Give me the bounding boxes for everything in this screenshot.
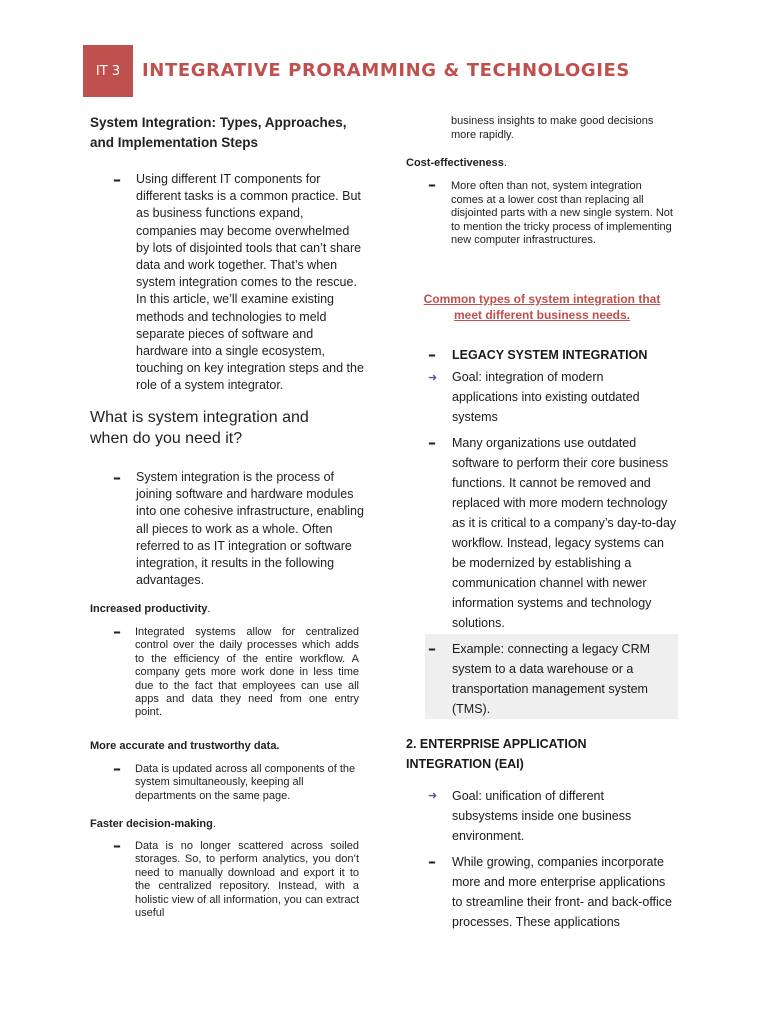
cost-effectiveness-paragraph: More often than not, system integration comes at a lower cost than replacing all disjointed parts with a new single system. Not to mention the tricky process of implementing new computer infrastructures. xyxy=(451,180,673,247)
productivity-paragraph: Integrated systems allow for centralized control over the daily processes which adds to the efficiency of the entire workflow. A company gets more work done in less time due to the fact that employees can use all apps and data they need from one entry point. xyxy=(135,626,359,719)
dash-bullet-icon: – xyxy=(428,175,436,194)
legacy-example: Example: connecting a legacy CRM system to a data warehouse or a transportation management system (TMS). xyxy=(452,642,651,716)
dash-bullet-icon: – xyxy=(428,639,436,658)
intro-paragraph: Using different IT components for different tasks is a common practice. But as business functions expand, companies may become overwhelmed by lots of disjointed tools that can’t share data and work together. That’s when system integration comes to the rescue. In this article, we’ll examine existing methods and technologies to meld separate pieces of software and hardware into a single ecosystem, touching on key integration steps and the role of a system integrator. xyxy=(136,172,364,393)
cost-effectiveness-heading: Cost-effectiveness. xyxy=(406,157,507,169)
dash-bullet-icon: – xyxy=(428,852,436,871)
dash-bullet-icon: – xyxy=(113,759,121,778)
decision-making-heading: Faster decision-making. xyxy=(90,818,216,830)
document-title: INTEGRATIVE PRORAMMING & TECHNOLOGIES xyxy=(142,60,630,81)
arrow-bullet-icon: ➜ xyxy=(428,790,438,802)
section-question: What is system integration and when do you need it? xyxy=(90,409,309,447)
course-badge: IT 3 xyxy=(83,45,133,97)
eai-paragraph: While growing, companies incorporate more and more enterprise applications to streamline their front- and back-office processes. These applications xyxy=(452,855,673,929)
productivity-heading: Increased productivity. xyxy=(90,603,211,615)
accurate-data-heading: More accurate and trustworthy data. xyxy=(90,740,280,752)
accurate-data-paragraph: Data is updated across all components of the system simultaneously, keeping all departments on the same page. xyxy=(135,763,356,802)
eai-goal: Goal: unification of different subsystems inside one business environment. xyxy=(452,789,632,843)
arrow-bullet-icon: ➜ xyxy=(428,372,438,384)
decision-making-paragraph: Data is no longer scattered across soiled storages. So, to perform analytics, you don’t need to manually download and export it to the centralized repository. Instead, with a holistic view of all information, you can extract useful xyxy=(135,840,359,920)
common-types-heading: Common types of system integration that meet different business needs. xyxy=(423,292,661,322)
legacy-paragraph: Many organizations use outdated software to perform their core business functions. It cannot be removed and replaced with more modern technology as it is critical to a company’s day-to-day workflow. Instead, legacy systems can be modernized by establishing a communication channel with newer information systems and technology solutions. xyxy=(452,436,677,630)
dash-bullet-icon: – xyxy=(113,468,121,487)
article-heading: System Integration: Types, Approaches, and Implementation Steps xyxy=(90,115,347,150)
dash-bullet-icon: – xyxy=(113,170,121,189)
continued-paragraph: business insights to make good decisions more rapidly. xyxy=(451,115,654,141)
dash-bullet-icon: – xyxy=(113,836,121,855)
dash-bullet-icon: – xyxy=(428,433,436,452)
legacy-integration-heading: LEGACY SYSTEM INTEGRATION xyxy=(452,348,648,362)
dash-bullet-icon: – xyxy=(113,622,121,641)
definition-paragraph: System integration is the process of joining software and hardware modules into one cohesive infrastructure, enabling all pieces to work as a whole. Often referred to as IT integration or software integration, it results in the following advantages. xyxy=(136,470,364,588)
eai-heading: 2. ENTERPRISE APPLICATION INTEGRATION (EAI) xyxy=(406,737,587,771)
dash-bullet-icon: – xyxy=(428,345,436,364)
legacy-goal: Goal: integration of modern applications into existing outdated systems xyxy=(452,370,640,424)
